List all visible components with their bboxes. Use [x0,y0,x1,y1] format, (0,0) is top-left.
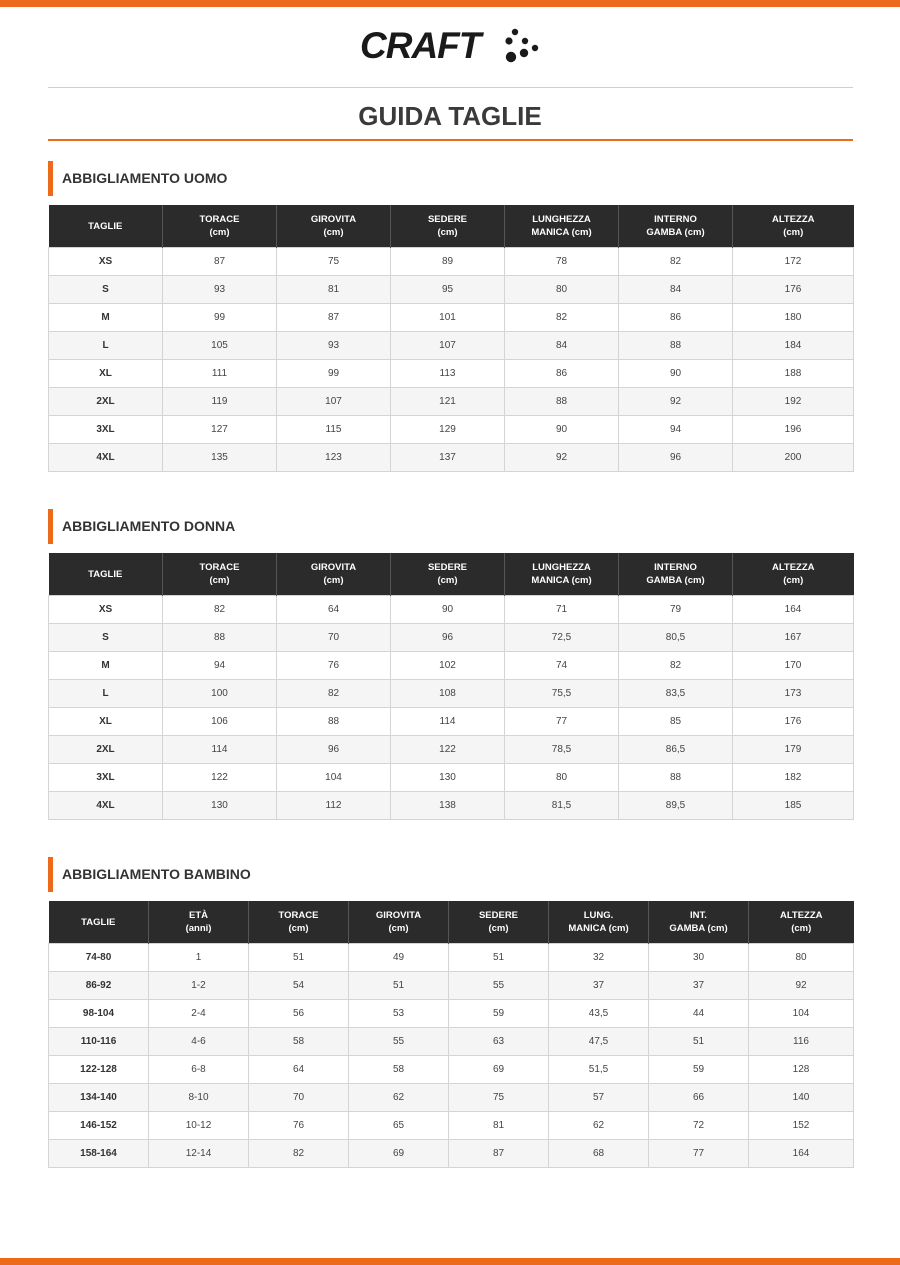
measure-cell: 54 [249,972,349,1000]
section-title-bambino [48,857,648,892]
table-row [49,708,854,736]
measure-cell: 53 [349,1000,449,1028]
table-row [49,276,854,304]
column-header-line: MANICA (cm) [531,227,592,238]
column-header [277,553,391,596]
size-table-donna [48,553,854,820]
section-title-uomo [48,161,648,196]
measure-cell: 167 [733,624,854,652]
measure-cell: 192 [733,388,854,416]
size-cell: 86-92 [49,972,149,1000]
size-cell: XS [49,596,163,624]
measure-cell: 90 [619,360,733,388]
measure-cell: 58 [349,1056,449,1084]
measure-cell: 138 [391,792,505,820]
column-header-line: TAGLIE [88,568,123,580]
column-header [733,553,854,596]
column-header-line: INTERNO [654,562,697,573]
column-header-line: TAGLIE [88,220,123,232]
column-header-line: SEDERE [427,562,468,573]
measure-cell: 1 [149,944,249,972]
column-header-line: LUNGHEZZA [532,214,591,225]
column-header-line: (cm) [783,227,804,238]
logo-dots-icon [503,26,543,66]
measure-cell: 88 [619,332,733,360]
measure-cell: 85 [619,708,733,736]
measure-cell: 64 [277,596,391,624]
size-cell: L [49,332,163,360]
column-header-line: SEDERE [478,910,519,921]
measure-cell: 87 [449,1140,549,1168]
column-header-line: TORACE [199,562,240,573]
measure-cell: 51 [349,972,449,1000]
measure-cell: 55 [449,972,549,1000]
table-row [49,736,854,764]
measure-cell: 96 [619,444,733,472]
measure-cell: 108 [391,680,505,708]
column-header-line: INT. [690,910,707,921]
column-header [449,901,549,944]
table-row [49,360,854,388]
measure-cell: 185 [733,792,854,820]
column-header [277,205,391,248]
measure-cell: 99 [163,304,277,332]
table-row [49,332,854,360]
header-divider [48,87,853,88]
column-header [249,901,349,944]
bottom-accent-bar [0,1258,900,1265]
measure-cell: 130 [163,792,277,820]
measure-cell: 76 [249,1112,349,1140]
measure-cell: 77 [505,708,619,736]
measure-cell: 88 [163,624,277,652]
column-header-line: MANICA (cm) [568,923,629,934]
table-header-row [49,205,854,248]
table-row [49,1084,854,1112]
column-header-line: (cm) [791,923,812,934]
size-cell: 4XL [49,792,163,820]
table-row [49,444,854,472]
measure-cell: 69 [349,1140,449,1168]
measure-cell: 86 [619,304,733,332]
size-cell: M [49,304,163,332]
column-header-line: GAMBA (cm) [646,227,705,238]
column-header-line: GIROVITA [375,910,422,921]
column-header [749,901,854,944]
column-header-line: (anni) [185,923,212,934]
section-label: ABBIGLIAMENTO DONNA [62,518,236,534]
measure-cell: 51,5 [549,1056,649,1084]
column-header [649,901,749,944]
measure-cell: 114 [391,708,505,736]
section-title-donna [48,509,648,544]
measure-cell: 77 [649,1140,749,1168]
column-header [49,553,163,596]
measure-cell: 80,5 [619,624,733,652]
measure-cell: 86,5 [619,736,733,764]
table-row [49,792,854,820]
measure-cell: 114 [163,736,277,764]
measure-cell: 164 [749,1140,854,1168]
measure-cell: 81 [449,1112,549,1140]
measure-cell: 4-6 [149,1028,249,1056]
measure-cell: 99 [277,360,391,388]
measure-cell: 122 [163,764,277,792]
measure-cell: 65 [349,1112,449,1140]
size-cell: S [49,624,163,652]
measure-cell: 105 [163,332,277,360]
measure-cell: 59 [649,1056,749,1084]
table-row [49,1028,854,1056]
measure-cell: 112 [277,792,391,820]
column-header-line: TORACE [278,910,319,921]
column-header [149,901,249,944]
measure-cell: 164 [733,596,854,624]
measure-cell: 90 [391,596,505,624]
column-header-line: GAMBA (cm) [669,923,728,934]
column-header [733,205,854,248]
measure-cell: 82 [619,652,733,680]
logo-wordmark: CRAFT [360,25,481,66]
measure-cell: 94 [163,652,277,680]
measure-cell: 75 [277,248,391,276]
measure-cell: 89,5 [619,792,733,820]
measure-cell: 57 [549,1084,649,1112]
size-cell: S [49,276,163,304]
column-header-line: MANICA (cm) [531,575,592,586]
size-cell: 2XL [49,388,163,416]
table-row [49,304,854,332]
size-table-uomo [48,205,854,472]
column-header-line: GIROVITA [310,214,357,225]
table-row [49,388,854,416]
measure-cell: 137 [391,444,505,472]
craft-logo [360,26,542,66]
column-header [505,553,619,596]
table-row [49,764,854,792]
measure-cell: 6-8 [149,1056,249,1084]
measure-cell: 93 [277,332,391,360]
measure-cell: 76 [277,652,391,680]
column-header [549,901,649,944]
measure-cell: 80 [505,764,619,792]
measure-cell: 10-12 [149,1112,249,1140]
measure-cell: 130 [391,764,505,792]
measure-cell: 121 [391,388,505,416]
measure-cell: 104 [277,764,391,792]
measure-cell: 128 [749,1056,854,1084]
column-header-line: ALTEZZA [771,562,815,573]
column-header-line: TORACE [199,214,240,225]
column-header-line: LUNGHEZZA [532,562,591,573]
column-header-line: (cm) [783,575,804,586]
size-cell: M [49,652,163,680]
column-header [391,553,505,596]
column-header-line: LUNG. [583,910,614,921]
top-accent-bar [0,0,900,7]
measure-cell: 1-2 [149,972,249,1000]
measure-cell: 51 [649,1028,749,1056]
measure-cell: 79 [619,596,733,624]
measure-cell: 200 [733,444,854,472]
section-accent [48,857,53,892]
size-cell: XL [49,360,163,388]
measure-cell: 32 [549,944,649,972]
column-header-line: (cm) [388,923,409,934]
measure-cell: 55 [349,1028,449,1056]
column-header [349,901,449,944]
page-title: GUIDA TAGLIE [358,101,542,131]
table-header-row [49,553,854,596]
measure-cell: 71 [505,596,619,624]
measure-cell: 152 [749,1112,854,1140]
measure-cell: 92 [619,388,733,416]
measure-cell: 86 [505,360,619,388]
column-header-line: ALTEZZA [779,910,823,921]
measure-cell: 82 [505,304,619,332]
measure-cell: 51 [449,944,549,972]
measure-cell: 64 [249,1056,349,1084]
column-header-line: (cm) [288,923,309,934]
measure-cell: 113 [391,360,505,388]
measure-cell: 47,5 [549,1028,649,1056]
column-header-line: GAMBA (cm) [646,575,705,586]
measure-cell: 82 [277,680,391,708]
measure-cell: 94 [619,416,733,444]
measure-cell: 129 [391,416,505,444]
column-header [49,901,149,944]
table-row [49,416,854,444]
size-cell: 134-140 [49,1084,149,1112]
table-row [49,1056,854,1084]
column-header [619,205,733,248]
measure-cell: 81 [277,276,391,304]
measure-cell: 83,5 [619,680,733,708]
measure-cell: 81,5 [505,792,619,820]
table-row [49,1000,854,1028]
measure-cell: 70 [249,1084,349,1112]
measure-cell: 104 [749,1000,854,1028]
size-cell: 3XL [49,764,163,792]
measure-cell: 80 [749,944,854,972]
measure-cell: 184 [733,332,854,360]
measure-cell: 30 [649,944,749,972]
measure-cell: 176 [733,276,854,304]
measure-cell: 84 [505,332,619,360]
measure-cell: 176 [733,708,854,736]
measure-cell: 127 [163,416,277,444]
measure-cell: 62 [549,1112,649,1140]
measure-cell: 62 [349,1084,449,1112]
size-cell: L [49,680,163,708]
measure-cell: 66 [649,1084,749,1112]
measure-cell: 70 [277,624,391,652]
measure-cell: 92 [505,444,619,472]
measure-cell: 37 [549,972,649,1000]
measure-cell: 96 [391,624,505,652]
measure-cell: 119 [163,388,277,416]
measure-cell: 82 [249,1140,349,1168]
size-table-bambino [48,901,854,1168]
measure-cell: 43,5 [549,1000,649,1028]
measure-cell: 111 [163,360,277,388]
measure-cell: 88 [505,388,619,416]
measure-cell: 179 [733,736,854,764]
measure-cell: 182 [733,764,854,792]
size-cell: 146-152 [49,1112,149,1140]
column-header-line: TAGLIE [81,916,116,928]
measure-cell: 96 [277,736,391,764]
measure-cell: 107 [277,388,391,416]
column-header-line: (cm) [437,575,458,586]
measure-cell: 87 [277,304,391,332]
measure-cell: 89 [391,248,505,276]
column-header-line: (cm) [323,575,344,586]
measure-cell: 82 [163,596,277,624]
size-cell: XL [49,708,163,736]
measure-cell: 59 [449,1000,549,1028]
size-cell: 110-116 [49,1028,149,1056]
column-header-line: GIROVITA [310,562,357,573]
column-header [163,205,277,248]
measure-cell: 69 [449,1056,549,1084]
measure-cell: 56 [249,1000,349,1028]
measure-cell: 63 [449,1028,549,1056]
measure-cell: 180 [733,304,854,332]
measure-cell: 78 [505,248,619,276]
measure-cell: 196 [733,416,854,444]
table-row [49,248,854,276]
column-header [619,553,733,596]
size-cell: 158-164 [49,1140,149,1168]
column-header-line: ETÀ [189,910,208,921]
measure-cell: 92 [749,972,854,1000]
measure-cell: 122 [391,736,505,764]
title-underline [48,139,853,141]
measure-cell: 51 [249,944,349,972]
section-label: ABBIGLIAMENTO UOMO [62,170,228,186]
measure-cell: 8-10 [149,1084,249,1112]
table-row [49,944,854,972]
measure-cell: 78,5 [505,736,619,764]
table-row [49,972,854,1000]
measure-cell: 188 [733,360,854,388]
measure-cell: 80 [505,276,619,304]
size-cell: 2XL [49,736,163,764]
measure-cell: 93 [163,276,277,304]
column-header-line: ALTEZZA [771,214,815,225]
size-cell: 4XL [49,444,163,472]
size-cell: 98-104 [49,1000,149,1028]
measure-cell: 101 [391,304,505,332]
measure-cell: 84 [619,276,733,304]
measure-cell: 49 [349,944,449,972]
measure-cell: 72,5 [505,624,619,652]
column-header [505,205,619,248]
size-cell: XS [49,248,163,276]
measure-cell: 68 [549,1140,649,1168]
measure-cell: 170 [733,652,854,680]
table-row [49,1112,854,1140]
measure-cell: 88 [619,764,733,792]
measure-cell: 107 [391,332,505,360]
measure-cell: 140 [749,1084,854,1112]
column-header-line: (cm) [437,227,458,238]
column-header [49,205,163,248]
table-row [49,652,854,680]
column-header-line: SEDERE [427,214,468,225]
measure-cell: 74 [505,652,619,680]
size-cell: 122-128 [49,1056,149,1084]
measure-cell: 123 [277,444,391,472]
measure-cell: 173 [733,680,854,708]
measure-cell: 116 [749,1028,854,1056]
column-header [163,553,277,596]
measure-cell: 2-4 [149,1000,249,1028]
measure-cell: 102 [391,652,505,680]
measure-cell: 72 [649,1112,749,1140]
measure-cell: 88 [277,708,391,736]
measure-cell: 172 [733,248,854,276]
column-header-line: (cm) [209,575,230,586]
measure-cell: 37 [649,972,749,1000]
measure-cell: 44 [649,1000,749,1028]
size-cell: 74-80 [49,944,149,972]
measure-cell: 100 [163,680,277,708]
measure-cell: 135 [163,444,277,472]
section-accent [48,509,53,544]
table-header-row [49,901,854,944]
column-header-line: (cm) [323,227,344,238]
measure-cell: 75,5 [505,680,619,708]
measure-cell: 106 [163,708,277,736]
measure-cell: 90 [505,416,619,444]
measure-cell: 115 [277,416,391,444]
column-header-line: (cm) [488,923,509,934]
section-label: ABBIGLIAMENTO BAMBINO [62,866,251,882]
measure-cell: 75 [449,1084,549,1112]
measure-cell: 87 [163,248,277,276]
section-accent [48,161,53,196]
measure-cell: 58 [249,1028,349,1056]
measure-cell: 82 [619,248,733,276]
table-row [49,596,854,624]
measure-cell: 12-14 [149,1140,249,1168]
table-row [49,680,854,708]
table-row [49,1140,854,1168]
column-header [391,205,505,248]
measure-cell: 95 [391,276,505,304]
column-header-line: INTERNO [654,214,697,225]
column-header-line: (cm) [209,227,230,238]
table-row [49,624,854,652]
size-cell: 3XL [49,416,163,444]
